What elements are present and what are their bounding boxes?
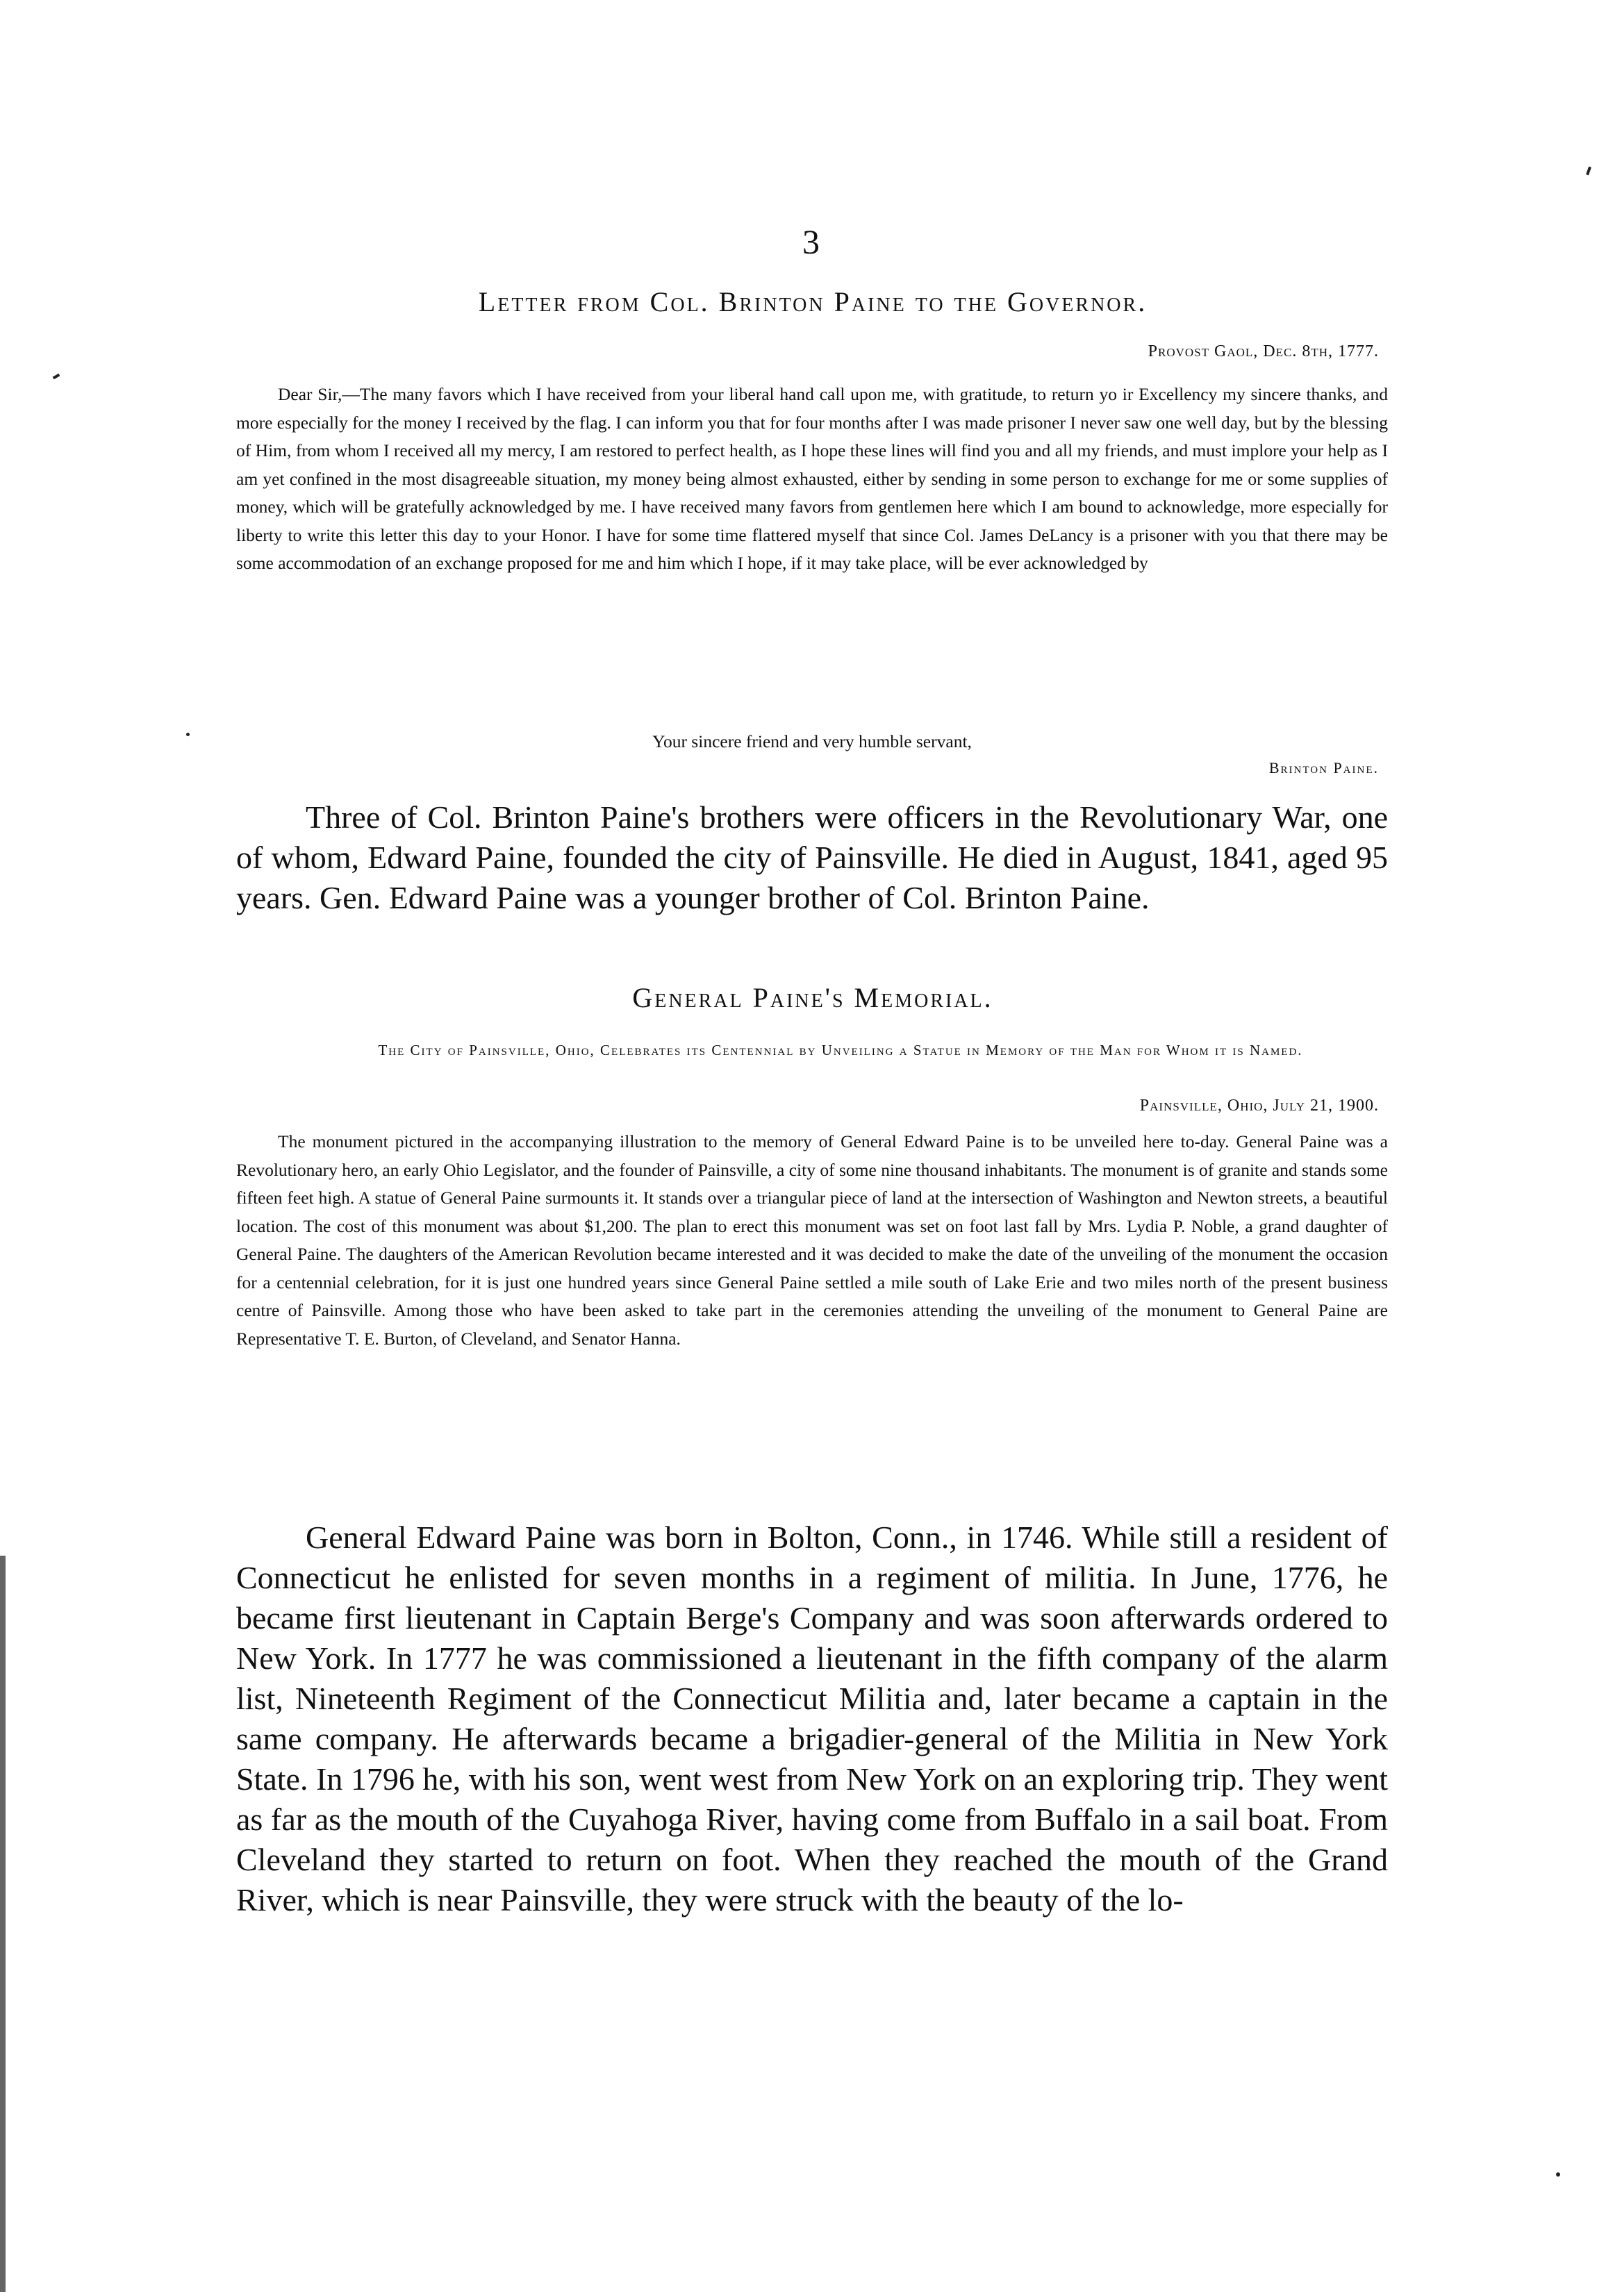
brothers-paragraph: Three of Col. Brinton Paine's brothers were officers in the Revolutionary War, one of whom, Edward Paine, founded the city of Painsville. He died in August, 1841, aged 95 years. Gen. Edward Paine was a younger brother of Col. Brinton Paine. — [236, 799, 1388, 915]
letter-dateline: Provost Gaol, Dec. 8th, 1777. — [1148, 342, 1379, 360]
scan-speck — [186, 733, 190, 736]
letter-body: Dear Sir,—The many favors which I have received from your liberal hand call upon me, with gratitude, to return yo ir Excellency my sincere thanks, and more especially for the money I received by the flag. I can inform you that for four months after I was made prisoner I never saw one well day, but by the blessing of Him, from whom I received all my mercy, I am restored to perfect health, as I hope these lines will find you and all my friends, and must implore your help as I am yet confined in the most disagreeable situation, my money being almost exhausted, either by sending in some person to exchange for me or some supplies of money, which will be gratefully acknowledged by me. I have received many favors from gentlemen here which I am bound to acknowledge, more especially for liberty to write this letter this day to your Honor. I have for some time flattered myself that since Col. James DeLancy is a prisoner with you that there may be some accommodation of an exchange proposed for me and him which I hope, if it may take place, will be ever acknowledged by — [236, 384, 1388, 573]
scan-speck — [1586, 167, 1591, 176]
letter-heading: Letter from Col. Brinton Paine to the Governor. — [478, 286, 1148, 317]
memorial-heading: General Paine's Memorial. — [632, 982, 993, 1013]
biography-paragraph: General Edward Paine was born in Bolton, Conn., in 1746. While still a resident of Connecticut he enlisted for seven months in a regiment of militia. In June, 1776, he became first lieutenant in Captain Berge's Company and was soon afterwards ordered to New York. In 1777 he was commissioned a lieutenant in the fifth company of the alarm list, Nineteenth Regiment of the Connecticut Militia and, later became a captain in the same company. He afterwards became a brigadier-general of the Militia in New York State. In 1796 he, with his son, went west from New York on an exploring trip. They went as far as the mouth of the Cuyahoga River, having come from Buffalo in a sail boat. From Cleveland they started to return on foot. When they reached the mouth of the Grand River, which is near Painsville, they were struck with the beauty of the lo- — [236, 1520, 1388, 1918]
memorial-dateline: Painsville, Ohio, July 21, 1900. — [1139, 1097, 1379, 1115]
scan-speck — [1556, 2172, 1560, 2177]
memorial-body: The monument pictured in the accompanying illustration to the memory of General Edward Paine is to be unveiled here to-day. General Paine was a Revolutionary hero, an early Ohio Legislator, and the founder of Painsville, a city of some nine thousand inhabitants. The monument is of granite and stands some fifteen feet high. A statue of General Paine surmounts it. It stands over a triangular piece of land at the intersection of Washington and Newton streets, a beautiful location. The cost of this monument was about $1,200. The plan to erect this monument was set on foot last fall by Mrs. Lydia P. Noble, a grand daughter of General Paine. The daughters of the American Revolution became interested and it was decided to make the date of the unveiling of the monument the occasion for a centennial celebration, for it is just one hundred years since General Paine settled a mile south of Lake Erie and two miles north of the present business centre of Painsville. Among those who have been asked to take part in the ceremonies attending the unveiling of the monument to General Paine are Representative T. E. Burton, of Cleveland, and Senator Hanna. — [236, 1131, 1388, 1349]
page-number: 3 — [802, 222, 820, 261]
memorial-subheading: The City of Painsville, Ohio, Celebrates its Centennial by Unveiling a Statue in Memory of the Man for Whom it is Named. — [378, 1042, 1303, 1058]
scan-edge-line — [0, 1556, 6, 2292]
letter-signature: Brinton Paine. — [1268, 759, 1379, 776]
scan-speck — [53, 374, 60, 379]
letter-closing: Your sincere friend and very humble servant, — [652, 731, 972, 751]
